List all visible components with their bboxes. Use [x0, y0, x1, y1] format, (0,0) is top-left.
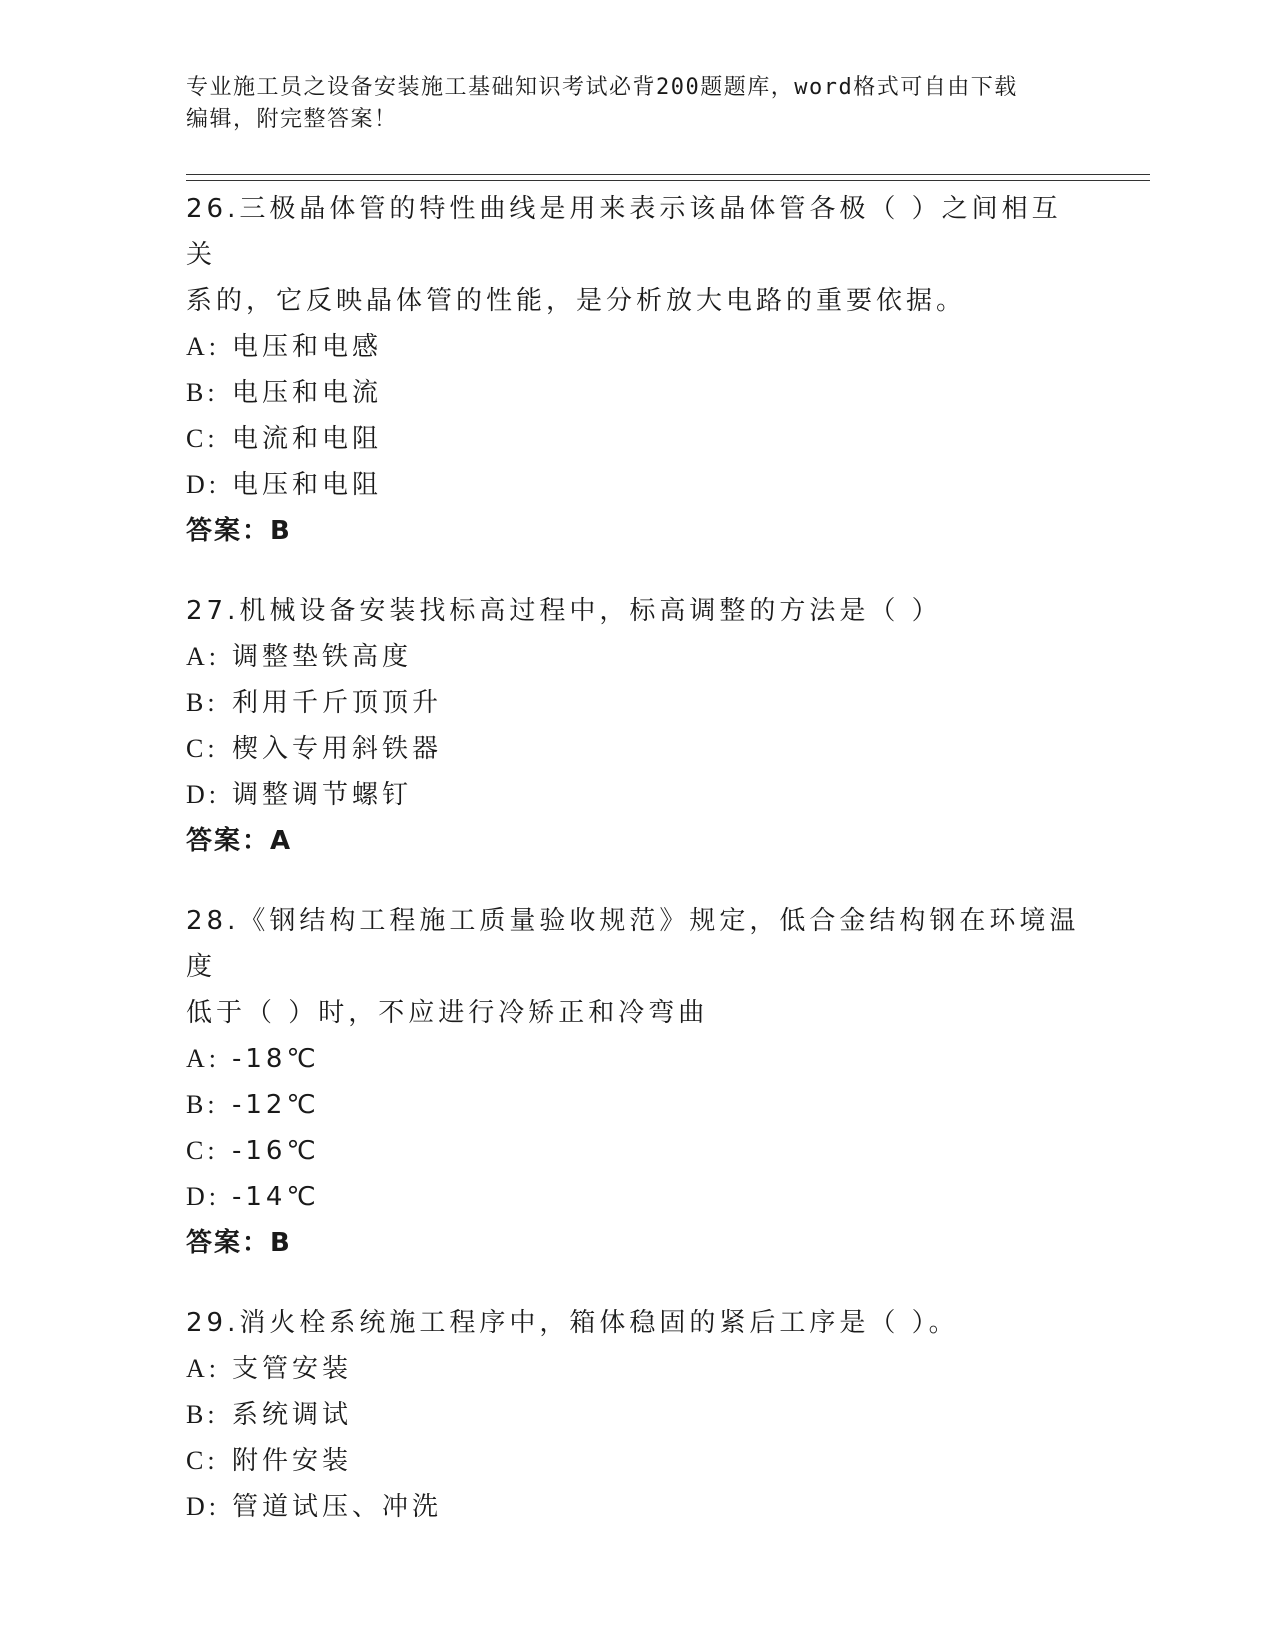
option-text: -14℃	[232, 1182, 320, 1212]
option-a	[186, 324, 1086, 370]
option-key: A:	[186, 332, 220, 361]
option-text: 管道试压、冲洗	[232, 1492, 443, 1522]
option-text: 调整调节螺钉	[232, 780, 413, 810]
header-divider-top	[186, 174, 1150, 175]
option-a	[186, 1346, 1086, 1392]
option-key: B:	[186, 378, 219, 407]
option-key: D:	[186, 1182, 220, 1211]
option-d	[186, 1484, 1086, 1530]
header-line-2: 编辑，附完整答案！	[186, 107, 398, 132]
option-text: -16℃	[232, 1136, 320, 1166]
option-d	[186, 462, 1086, 508]
question-28	[186, 898, 1086, 1266]
option-text: 电压和电感	[232, 332, 383, 362]
option-key: C:	[186, 1446, 219, 1475]
option-key: A:	[186, 642, 220, 671]
question-stem-line: 28.《钢结构工程施工质量验收规范》规定，低合金结构钢在环境温度	[186, 906, 1080, 982]
option-key: C:	[186, 734, 219, 763]
question-27	[186, 588, 1086, 864]
option-b	[186, 1392, 1086, 1438]
option-key: B:	[186, 1090, 219, 1119]
option-key: C:	[186, 1136, 219, 1165]
option-b	[186, 1082, 1086, 1128]
header-line-1: 专业施工员之设备安装施工基础知识考试必背200题题库，word格式可自由下载	[186, 75, 1018, 100]
option-key: C:	[186, 424, 219, 453]
question-list	[186, 186, 1086, 1564]
question-stem-line: 系的，它反映晶体管的性能，是分析放大电路的重要依据。	[186, 286, 967, 316]
option-text: 系统调试	[232, 1400, 353, 1430]
option-text: -12℃	[232, 1090, 320, 1120]
question-stem-line: 低于（ ）时，不应进行冷矫正和冷弯曲	[186, 998, 709, 1028]
answer-line: 答案：B	[186, 1228, 292, 1258]
option-d	[186, 1174, 1086, 1220]
option-text: 利用千斤顶顶升	[232, 688, 443, 718]
option-c	[186, 1438, 1086, 1484]
option-text: 附件安装	[232, 1446, 353, 1476]
option-a	[186, 634, 1086, 680]
option-text: 调整垫铁高度	[232, 642, 413, 672]
option-key: B:	[186, 688, 219, 717]
option-text: 电压和电阻	[232, 470, 383, 500]
option-c	[186, 726, 1086, 772]
question-26	[186, 186, 1086, 554]
header-divider-bottom	[186, 180, 1150, 181]
option-c	[186, 416, 1086, 462]
option-key: D:	[186, 470, 220, 499]
option-key: B:	[186, 1400, 219, 1429]
question-stem-line: 27.机械设备安装找标高过程中，标高调整的方法是（ ）	[186, 596, 942, 626]
option-c	[186, 1128, 1086, 1174]
option-b	[186, 370, 1086, 416]
option-key: D:	[186, 780, 220, 809]
answer-line: 答案：A	[186, 826, 293, 856]
question-stem-line: 29.消火栓系统施工程序中，箱体稳固的紧后工序是（ ）。	[186, 1308, 959, 1338]
option-d	[186, 772, 1086, 818]
answer-line: 答案：B	[186, 516, 292, 546]
option-key: A:	[186, 1044, 220, 1073]
document-header	[186, 72, 1086, 136]
option-key: D:	[186, 1492, 220, 1521]
option-text: 支管安装	[232, 1354, 353, 1384]
option-text: 电压和电流	[232, 378, 383, 408]
option-text: -18℃	[232, 1044, 320, 1074]
option-text: 楔入专用斜铁器	[232, 734, 443, 764]
question-29	[186, 1300, 1086, 1530]
option-key: A:	[186, 1354, 220, 1383]
option-a	[186, 1036, 1086, 1082]
question-stem-line: 26.三极晶体管的特性曲线是用来表示该晶体管各极（ ）之间相互关	[186, 194, 1062, 270]
option-text: 电流和电阻	[232, 424, 383, 454]
option-b	[186, 680, 1086, 726]
